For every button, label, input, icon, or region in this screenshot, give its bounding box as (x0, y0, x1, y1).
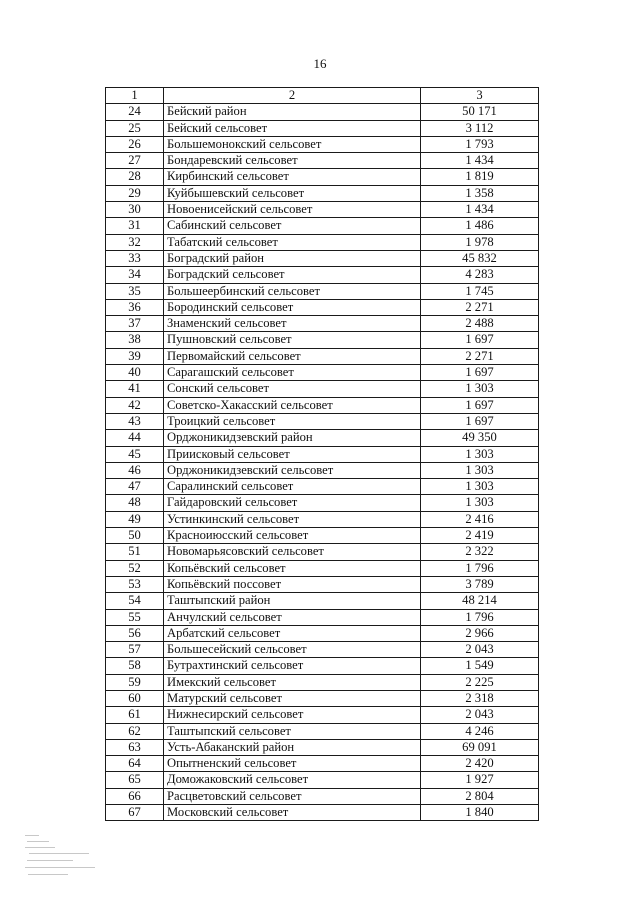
row-value-cell: 1 303 (421, 479, 539, 495)
row-value-cell: 1 796 (421, 560, 539, 576)
table-row (106, 479, 539, 495)
row-name-cell: Орджоникидзевский сельсовет (164, 462, 421, 478)
table-row (106, 723, 539, 739)
row-number-cell: 60 (106, 690, 164, 706)
row-value-cell: 2 420 (421, 756, 539, 772)
row-number-cell: 59 (106, 674, 164, 690)
table-row (106, 658, 539, 674)
row-name-cell: Опытненский сельсовет (164, 756, 421, 772)
table-row (106, 397, 539, 413)
table-row (106, 136, 539, 152)
row-number-cell: 66 (106, 788, 164, 804)
row-number-cell: 43 (106, 413, 164, 429)
row-number-cell: 50 (106, 528, 164, 544)
row-value-cell: 1 303 (421, 381, 539, 397)
row-name-cell: Таштыпский район (164, 593, 421, 609)
row-value-cell: 4 246 (421, 723, 539, 739)
row-name-cell: Новомарьясовский сельсовет (164, 544, 421, 560)
row-value-cell: 2 225 (421, 674, 539, 690)
table-row (106, 739, 539, 755)
row-number-cell: 34 (106, 267, 164, 283)
row-number-cell: 31 (106, 218, 164, 234)
row-name-cell: Гайдаровский сельсовет (164, 495, 421, 511)
table-row (106, 642, 539, 658)
row-value-cell: 1 303 (421, 462, 539, 478)
row-value-cell: 1 697 (421, 332, 539, 348)
row-name-cell: Советско-Хакасский сельсовет (164, 397, 421, 413)
row-name-cell: Куйбышевский сельсовет (164, 185, 421, 201)
row-number-cell: 49 (106, 511, 164, 527)
row-name-cell: Бейский район (164, 104, 421, 120)
table-row (106, 283, 539, 299)
row-name-cell: Пушновский сельсовет (164, 332, 421, 348)
row-value-cell: 2 271 (421, 299, 539, 315)
row-number-cell: 62 (106, 723, 164, 739)
row-value-cell: 69 091 (421, 739, 539, 755)
table-row (106, 413, 539, 429)
row-name-cell: Табатский сельсовет (164, 234, 421, 250)
table-row (106, 756, 539, 772)
table-row (106, 365, 539, 381)
row-number-cell: 67 (106, 805, 164, 821)
row-value-cell: 1 927 (421, 772, 539, 788)
table-row (106, 234, 539, 250)
row-name-cell: Кирбинский сельсовет (164, 169, 421, 185)
table-row (106, 560, 539, 576)
row-value-cell: 1 434 (421, 202, 539, 218)
data-table (105, 87, 539, 821)
row-value-cell: 48 214 (421, 593, 539, 609)
row-value-cell: 1 486 (421, 218, 539, 234)
table-row (106, 511, 539, 527)
row-number-cell: 46 (106, 462, 164, 478)
row-number-cell: 65 (106, 772, 164, 788)
row-name-cell: Расцветовский сельсовет (164, 788, 421, 804)
table-row (106, 120, 539, 136)
row-name-cell: Усть-Абаканский район (164, 739, 421, 755)
row-number-cell: 48 (106, 495, 164, 511)
row-value-cell: 2 416 (421, 511, 539, 527)
row-value-cell: 2 043 (421, 707, 539, 723)
table-row (106, 593, 539, 609)
table-row (106, 805, 539, 821)
table-row (106, 104, 539, 120)
scan-artifact (25, 833, 103, 878)
row-name-cell: Анчулский сельсовет (164, 609, 421, 625)
table-row (106, 462, 539, 478)
row-value-cell: 1 745 (421, 283, 539, 299)
row-number-cell: 26 (106, 136, 164, 152)
row-name-cell: Устинкинский сельсовет (164, 511, 421, 527)
row-name-cell: Сонский сельсовет (164, 381, 421, 397)
row-number-cell: 32 (106, 234, 164, 250)
table-row (106, 299, 539, 315)
row-value-cell: 1 697 (421, 413, 539, 429)
row-value-cell: 2 419 (421, 528, 539, 544)
row-name-cell: Саралинский сельсовет (164, 479, 421, 495)
table-row (106, 690, 539, 706)
row-name-cell: Нижнесирский сельсовет (164, 707, 421, 723)
row-value-cell: 49 350 (421, 430, 539, 446)
table-row (106, 153, 539, 169)
table-body (106, 88, 539, 821)
table-header-row (106, 88, 539, 104)
row-name-cell: Большемонокский сельсовет (164, 136, 421, 152)
row-value-cell: 45 832 (421, 250, 539, 266)
row-name-cell: Красноиюсский сельсовет (164, 528, 421, 544)
row-name-cell: Бутрахтинский сельсовет (164, 658, 421, 674)
row-number-cell: 28 (106, 169, 164, 185)
table-row (106, 772, 539, 788)
row-number-cell: 37 (106, 316, 164, 332)
row-number-cell: 41 (106, 381, 164, 397)
row-number-cell: 53 (106, 576, 164, 592)
row-number-cell: 42 (106, 397, 164, 413)
row-value-cell: 1 303 (421, 446, 539, 462)
table-row (106, 381, 539, 397)
table-row (106, 788, 539, 804)
table-row (106, 267, 539, 283)
row-value-cell: 2 804 (421, 788, 539, 804)
row-value-cell: 1 978 (421, 234, 539, 250)
row-name-cell: Большесейский сельсовет (164, 642, 421, 658)
header-cell-number: 1 (106, 88, 164, 104)
row-number-cell: 52 (106, 560, 164, 576)
row-number-cell: 36 (106, 299, 164, 315)
row-number-cell: 64 (106, 756, 164, 772)
row-number-cell: 55 (106, 609, 164, 625)
row-number-cell: 27 (106, 153, 164, 169)
row-number-cell: 44 (106, 430, 164, 446)
header-cell-name: 2 (164, 88, 421, 104)
row-name-cell: Знаменский сельсовет (164, 316, 421, 332)
row-value-cell: 2 271 (421, 348, 539, 364)
row-name-cell: Таштыпский сельсовет (164, 723, 421, 739)
row-value-cell: 2 966 (421, 625, 539, 641)
row-number-cell: 39 (106, 348, 164, 364)
table-row (106, 430, 539, 446)
row-name-cell: Матурский сельсовет (164, 690, 421, 706)
table-row (106, 674, 539, 690)
row-name-cell: Московский сельсовет (164, 805, 421, 821)
row-name-cell: Бородинский сельсовет (164, 299, 421, 315)
row-number-cell: 29 (106, 185, 164, 201)
table-row (106, 218, 539, 234)
row-value-cell: 1 697 (421, 365, 539, 381)
row-value-cell: 1 358 (421, 185, 539, 201)
table-row (106, 348, 539, 364)
row-value-cell: 1 819 (421, 169, 539, 185)
table-row (106, 185, 539, 201)
table-row (106, 332, 539, 348)
row-name-cell: Сарагашский сельсовет (164, 365, 421, 381)
row-name-cell: Имекский сельсовет (164, 674, 421, 690)
row-number-cell: 25 (106, 120, 164, 136)
row-number-cell: 51 (106, 544, 164, 560)
row-value-cell: 2 322 (421, 544, 539, 560)
row-number-cell: 58 (106, 658, 164, 674)
row-value-cell: 2 318 (421, 690, 539, 706)
table-row (106, 576, 539, 592)
row-number-cell: 38 (106, 332, 164, 348)
row-number-cell: 30 (106, 202, 164, 218)
row-name-cell: Новоенисейский сельсовет (164, 202, 421, 218)
table-row (106, 495, 539, 511)
row-number-cell: 47 (106, 479, 164, 495)
row-value-cell: 1 697 (421, 397, 539, 413)
row-name-cell: Копьёвский поссовет (164, 576, 421, 592)
table-row (106, 528, 539, 544)
table-row (106, 316, 539, 332)
row-number-cell: 45 (106, 446, 164, 462)
table-row (106, 707, 539, 723)
row-name-cell: Боградский район (164, 250, 421, 266)
table-row (106, 202, 539, 218)
row-value-cell: 1 840 (421, 805, 539, 821)
table-row (106, 609, 539, 625)
row-value-cell: 50 171 (421, 104, 539, 120)
row-number-cell: 56 (106, 625, 164, 641)
row-name-cell: Доможаковский сельсовет (164, 772, 421, 788)
row-name-cell: Орджоникидзевский район (164, 430, 421, 446)
row-value-cell: 2 043 (421, 642, 539, 658)
header-cell-value: 3 (421, 88, 539, 104)
row-number-cell: 61 (106, 707, 164, 723)
row-name-cell: Приисковый сельсовет (164, 446, 421, 462)
table-row (106, 446, 539, 462)
row-number-cell: 35 (106, 283, 164, 299)
row-number-cell: 33 (106, 250, 164, 266)
row-value-cell: 3 789 (421, 576, 539, 592)
row-value-cell: 3 112 (421, 120, 539, 136)
row-name-cell: Троицкий сельсовет (164, 413, 421, 429)
row-number-cell: 40 (106, 365, 164, 381)
row-name-cell: Копьёвский сельсовет (164, 560, 421, 576)
page-number: 16 (313, 56, 327, 71)
row-value-cell: 1 303 (421, 495, 539, 511)
table-row (106, 169, 539, 185)
row-name-cell: Боградский сельсовет (164, 267, 421, 283)
row-name-cell: Большеербинский сельсовет (164, 283, 421, 299)
row-name-cell: Бейский сельсовет (164, 120, 421, 136)
row-number-cell: 57 (106, 642, 164, 658)
table-row (106, 625, 539, 641)
row-name-cell: Сабинский сельсовет (164, 218, 421, 234)
row-value-cell: 4 283 (421, 267, 539, 283)
row-number-cell: 24 (106, 104, 164, 120)
row-number-cell: 63 (106, 739, 164, 755)
row-value-cell: 1 793 (421, 136, 539, 152)
row-value-cell: 1 549 (421, 658, 539, 674)
row-name-cell: Бондаревский сельсовет (164, 153, 421, 169)
table-row (106, 544, 539, 560)
row-value-cell: 1 796 (421, 609, 539, 625)
row-value-cell: 1 434 (421, 153, 539, 169)
row-name-cell: Первомайский сельсовет (164, 348, 421, 364)
row-value-cell: 2 488 (421, 316, 539, 332)
row-name-cell: Арбатский сельсовет (164, 625, 421, 641)
table-row (106, 250, 539, 266)
row-number-cell: 54 (106, 593, 164, 609)
